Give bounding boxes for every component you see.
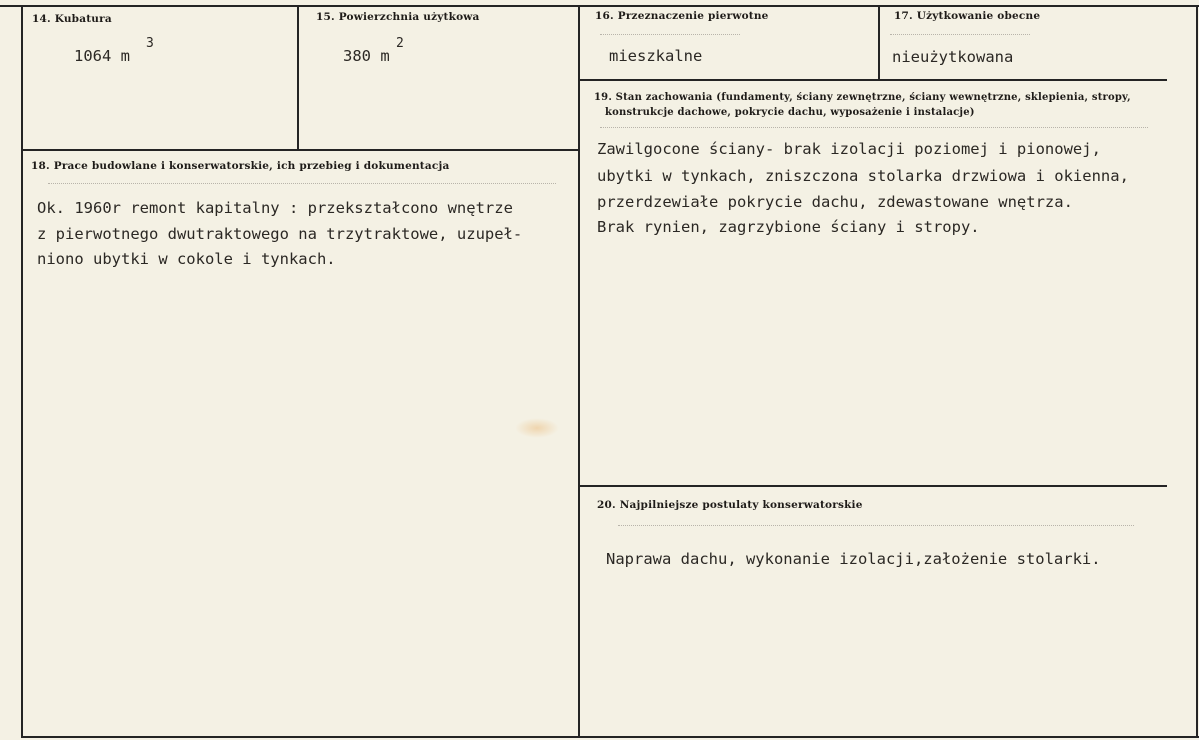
field-19-line-1: Zawilgocone ściany- brak izolacji poziomej i pionowej, — [597, 140, 1101, 158]
field-18-dotted-line — [48, 183, 556, 184]
field-20-label: 20. Najpilniejsze postulaty konserwatorskie — [597, 499, 863, 511]
field-14-unit-exponent: 3 — [146, 36, 154, 51]
field-16-label: 16. Przeznaczenie pierwotne — [595, 10, 769, 22]
field-16-dotted-line — [600, 34, 740, 35]
field-18-line-2: z pierwotnego dwutraktowego na trzytraktowe, uzupeł- — [37, 225, 523, 243]
paper-stain — [515, 418, 559, 438]
bottom-border — [22, 736, 1199, 738]
field-19-line-4: Brak rynien, zagrzybione ściany i stropy. — [597, 218, 980, 236]
left-border — [21, 5, 23, 738]
right-border — [1196, 5, 1198, 738]
field-17-label: 17. Użytkowanie obecne — [894, 10, 1041, 22]
field-16-value: mieszkalne — [609, 47, 703, 65]
field-17-dotted-line — [890, 34, 1030, 35]
field-18-line-3: niono ubytki w cokole i tynkach. — [37, 250, 336, 268]
field-18-label: 18. Prace budowlane i konserwatorskie, ich przebieg i dokumentacja — [31, 160, 450, 172]
center-divider — [578, 5, 580, 738]
field-19-line-2: ubytki w tynkach, zniszczona stolarka drzwiowa i okienna, — [597, 167, 1129, 185]
field-14-label: 14. Kubatura — [32, 13, 112, 25]
field-20-dotted-line — [618, 525, 1134, 526]
field-19-line-3: przerdzewiałe pokrycie dachu, zdewastowane wnętrza. — [597, 193, 1073, 211]
top-border — [0, 5, 1199, 7]
field-15-value: 380 m — [343, 47, 390, 65]
field-15-label: 15. Powierzchnia użytkowa — [316, 11, 480, 23]
field-17-value: nieużytkowana — [892, 48, 1014, 66]
field-14-value: 1064 m — [74, 47, 130, 65]
field-19-label-line1: 19. Stan zachowania (fundamenty, ściany zewnętrzne, ściany wewnętrzne, sklepienia, stropy, — [594, 92, 1131, 103]
field-18-line-1: Ok. 1960r remont kapitalny : przekształcono wnętrze — [37, 199, 513, 217]
divider-16-17 — [878, 5, 880, 80]
field-19-label-line2: konstrukcje dachowe, pokrycie dachu, wyposażenie i instalacje) — [605, 107, 975, 118]
row1-left-bottom-border — [22, 149, 580, 151]
field-15-unit-exponent: 2 — [396, 36, 404, 51]
row1-bottom-border — [580, 79, 1167, 81]
divider-14-15 — [297, 5, 299, 150]
field-19-dotted-line — [600, 127, 1148, 128]
section20-top-border — [580, 485, 1167, 487]
field-20-line-1: Naprawa dachu, wykonanie izolacji,założenie stolarki. — [606, 550, 1101, 568]
